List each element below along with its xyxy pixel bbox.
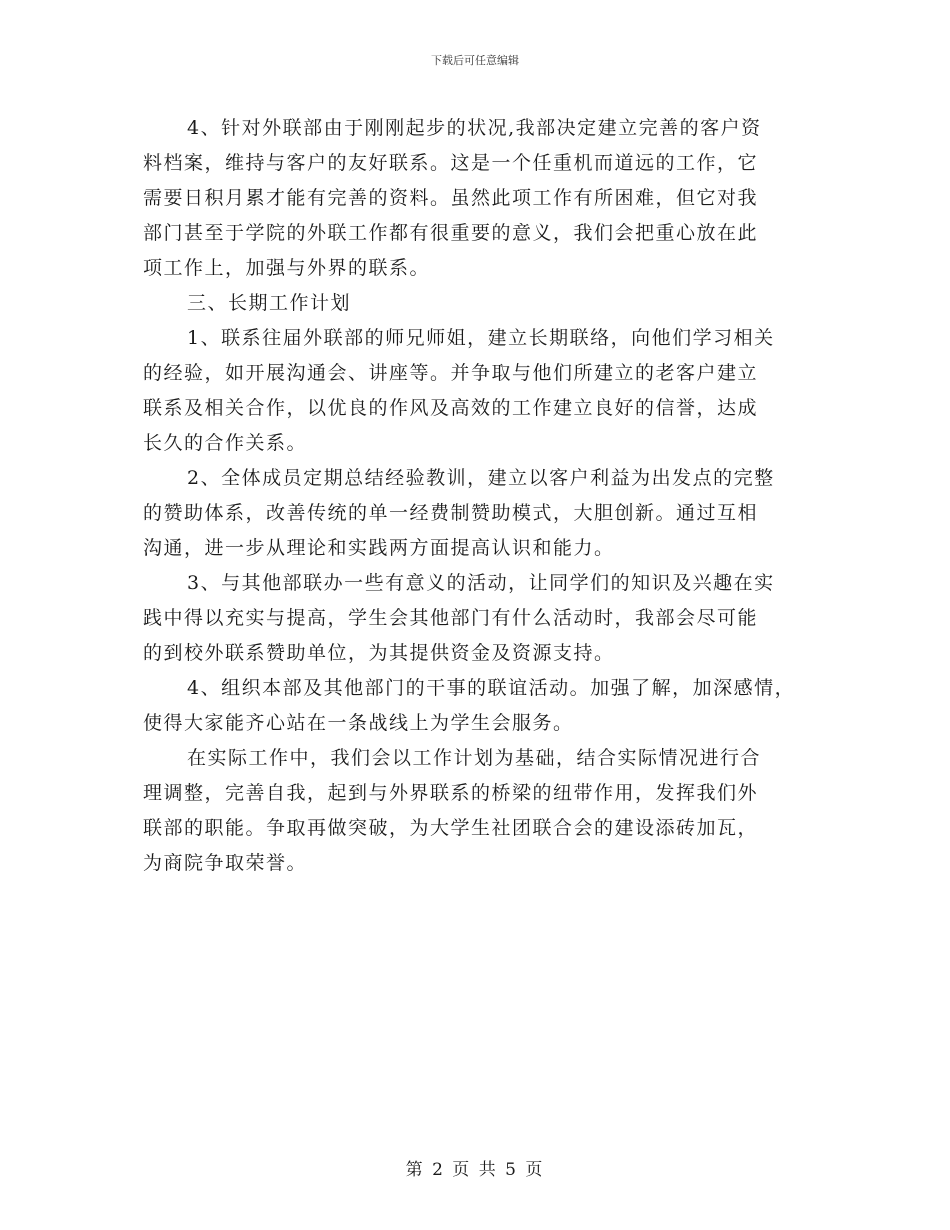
paragraph-line: 长久的合作关系。: [143, 432, 308, 454]
paragraph-line: 践中得以充实与提高，学生会其他部门有什么活动时，我部会尽可能: [143, 607, 759, 629]
paragraph-line: 的到校外联系赞助单位，为其提供资金及资源支持。: [143, 642, 615, 664]
paragraph-line: 在实际工作中，我们会以工作计划为基础，结合实际情况进行合: [187, 747, 762, 769]
paragraph-line: 部门甚至于学院的外联工作都有很重要的意义，我们会把重心放在此: [143, 222, 759, 244]
section-heading: 三、长期工作计划: [187, 292, 352, 314]
paragraph-line: 料档案，维持与客户的友好联系。这是一个任重机而道远的工作，它: [143, 152, 759, 174]
paragraph-line: 4、针对外联部由于刚刚起步的状况,我部决定建立完善的客户资: [187, 117, 762, 139]
paragraph-line: 为商院争取荣誉。: [143, 852, 308, 874]
paragraph-line: 理调整，完善自我，起到与外界联系的桥梁的纽带作用，发挥我们外: [143, 782, 759, 804]
paragraph-line: 使得大家能齐心站在一条战线上为学生会服务。: [143, 712, 574, 734]
document-body: [143, 111, 813, 881]
paragraph-line: 2、全体成员定期总结经验教训，建立以客户利益为出发点的完整: [187, 467, 775, 489]
paragraph-line: 的经验，如开展沟通会、讲座等。并争取与他们所建立的老客户建立: [143, 362, 759, 384]
paragraph-line: 1、联系往届外联部的师兄师姐，建立长期联络，向他们学习相关: [187, 327, 775, 349]
paragraph-line: 联系及相关合作，以优良的作风及高效的工作建立良好的信誉，达成: [143, 397, 759, 419]
page-header: 下载后可任意编辑: [431, 54, 519, 67]
paragraph-line: 项工作上，加强与外界的联系。: [143, 257, 431, 279]
paragraph-line: 3、与其他部联办一些有意义的活动，让同学们的知识及兴趣在实: [187, 572, 775, 594]
paragraph-line: 沟通，进一步从理论和实践两方面提高认识和能力。: [143, 537, 615, 559]
page-number: 第 2 页 共 5 页: [405, 1160, 545, 1180]
paragraph-line: 的赞助体系，改善传统的单一经费制赞助模式，大胆创新。通过互相: [143, 502, 759, 524]
paragraph-line: 需要日积月累才能有完善的资料。虽然此项工作有所困难，但它对我: [143, 187, 759, 209]
paragraph-line: 4、组织本部及其他部门的干事的联谊活动。加强了解，加深感情，: [187, 677, 796, 699]
paragraph-line: 联部的职能。争取再做突破，为大学生社团联合会的建设添砖加瓦，: [143, 817, 759, 839]
